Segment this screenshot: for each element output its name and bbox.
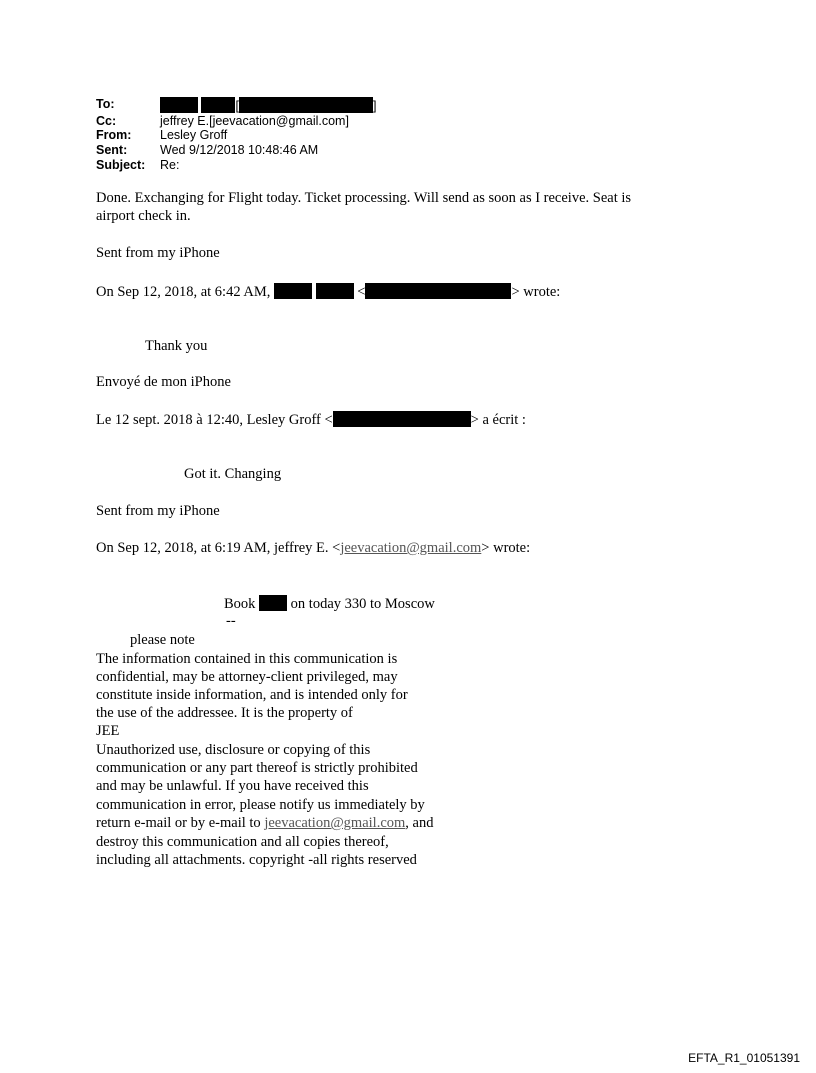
redaction-bar [160, 97, 198, 113]
disclaimer-line: The information contained in this communication is [96, 651, 398, 667]
disclaimer-line: destroy this communication and all copies thereof, [96, 834, 389, 850]
quote-header-3 [96, 540, 530, 557]
book-prefix: Book [224, 596, 256, 612]
signature-2: Envoyé de mon iPhone [96, 374, 231, 390]
signature-3: Sent from my iPhone [96, 503, 220, 519]
to-bracket-close: ] [372, 99, 377, 113]
redaction-bar [316, 283, 354, 299]
cc-value: jeffrey E.[jeevacation@gmail.com] [160, 114, 349, 128]
body-line-1: Done. Exchanging for Flight today. Ticket processing. Will send as soon as I receive. Seat is [96, 190, 632, 206]
disclaimer-line: constitute inside information, and is intended only for [96, 687, 408, 703]
to-bracket-open: [ [235, 99, 239, 113]
disclaimer-line: confidential, may be attorney-client privileged, may [96, 669, 398, 685]
document-id: EFTA_R1_01051391 [688, 1051, 800, 1065]
quote2-suffix: > a écrit : [470, 412, 526, 428]
signature-dashes: -- [226, 613, 236, 629]
to-label: To: [96, 97, 115, 111]
book-suffix: on today 330 to Moscow [290, 596, 435, 612]
disclaimer-line: the use of the addressee. It is the property of [96, 705, 353, 721]
disclaimer-line: communication in error, please notify us immediately by [96, 797, 425, 813]
disclaimer-line: and may be unlawful. If you have received this [96, 778, 369, 794]
disclaimer-line: communication or any part thereof is strictly prohibited [96, 760, 418, 776]
quote3-email-link[interactable]: jeevacation@gmail.com [340, 540, 482, 556]
subject-label: Subject: [96, 158, 146, 172]
redaction-bar [333, 411, 471, 427]
cc-label: Cc: [96, 114, 117, 128]
redaction-bar [274, 283, 312, 299]
body-line-2: airport check in. [96, 208, 191, 224]
please-note-text: please note [130, 632, 195, 648]
redaction-bar [365, 283, 511, 299]
redaction-bar [259, 595, 287, 611]
quote-header-1 [96, 283, 560, 301]
disclaimer-line-email [96, 815, 433, 832]
from-value: Lesley Groff [160, 128, 228, 142]
quote1-lt: < [357, 284, 366, 300]
disclaimer-line: Unauthorized use, disclosure or copying of this [96, 742, 371, 758]
quote2-prefix: Le 12 sept. 2018 à 12:40, Lesley Groff < [96, 412, 333, 428]
subject-value: Re: [160, 158, 180, 172]
sent-label: Sent: [96, 143, 128, 157]
book-instruction [224, 595, 435, 613]
quote1-prefix: On Sep 12, 2018, at 6:42 AM, [96, 284, 271, 300]
quote3-suffix: > wrote: [481, 540, 531, 556]
quote1-suffix: > wrote: [511, 284, 561, 300]
disclaimer-email-prefix: return e-mail or by e-mail to [96, 815, 261, 831]
signature-1: Sent from my iPhone [96, 245, 220, 261]
disclaimer-email-suffix: , and [405, 815, 434, 831]
got-it-text: Got it. Changing [184, 466, 282, 482]
to-value [160, 97, 376, 113]
redaction-bar [239, 97, 373, 113]
from-label: From: [96, 128, 132, 142]
sent-value: Wed 9/12/2018 10:48:46 AM [160, 143, 319, 157]
disclaimer-line: including all attachments. copyright -all rights reserved [96, 852, 417, 868]
redaction-bar [201, 97, 235, 113]
disclaimer-email-link[interactable]: jeevacation@gmail.com [264, 815, 406, 831]
disclaimer-line: JEE [96, 723, 120, 739]
quote3-prefix: On Sep 12, 2018, at 6:19 AM, jeffrey E. < [96, 540, 341, 556]
thank-you-text: Thank you [145, 338, 208, 354]
quote-header-2 [96, 411, 526, 429]
